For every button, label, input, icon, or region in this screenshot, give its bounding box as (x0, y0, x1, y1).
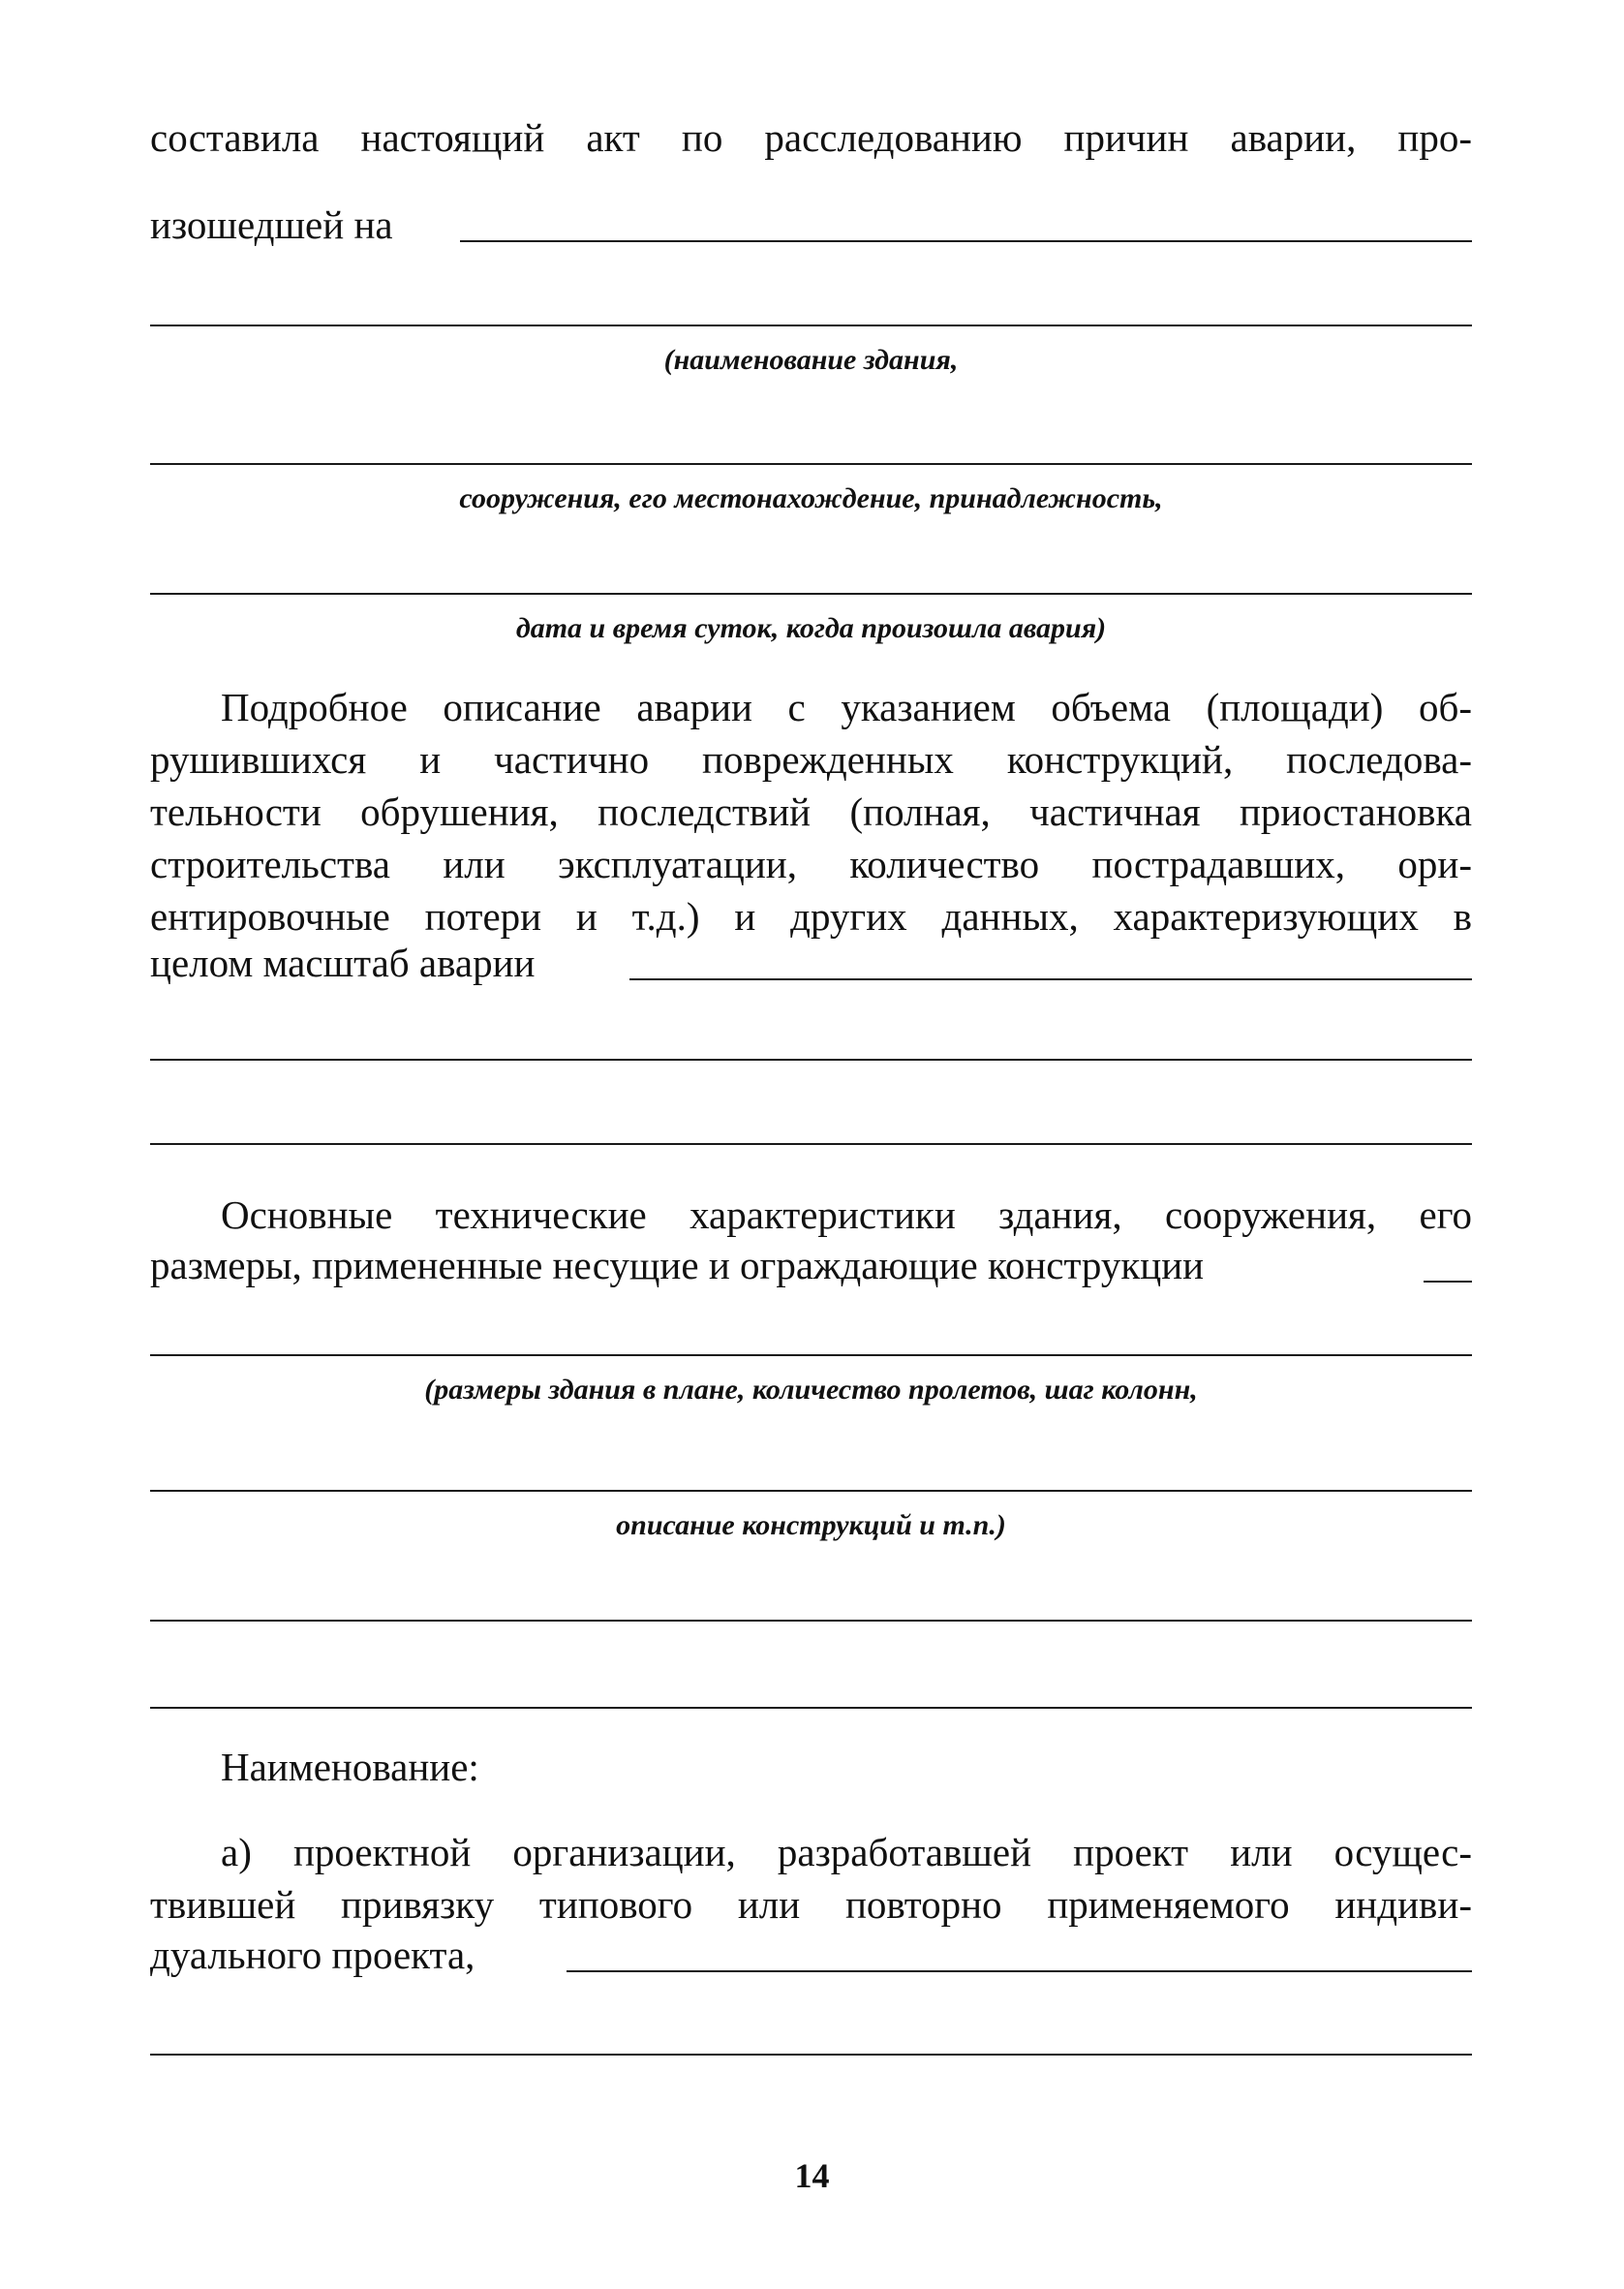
blank-line-1[interactable] (150, 325, 1472, 326)
blank-line-8[interactable] (150, 1620, 1472, 1622)
blank-field-location[interactable] (460, 240, 1472, 242)
intro-line-1: составила настоящий акт по расследованию причин аварии, про- (150, 115, 1472, 160)
description-line-1: Подробное описание аварии с указанием объема (площади) об- (221, 685, 1472, 729)
characteristics-line-2: размеры, примененные несущие и ограждающие конструкции (150, 1243, 1205, 1287)
blank-line-3[interactable] (150, 593, 1472, 595)
blank-line-10[interactable] (150, 2054, 1472, 2056)
blank-line-9[interactable] (150, 1707, 1472, 1709)
blank-line-4[interactable] (150, 1059, 1472, 1061)
blank-line-7[interactable] (150, 1490, 1472, 1492)
description-line-6: целом масштаб аварии (150, 941, 536, 985)
characteristics-line-1: Основные технические характеристики здания, сооружения, его (221, 1192, 1472, 1237)
blank-line-6[interactable] (150, 1354, 1472, 1356)
description-line-3: тельности обрушения, последствий (полная, частичная приостановка (150, 789, 1472, 834)
blank-field-scale[interactable] (629, 978, 1472, 980)
caption-date-time: дата и время суток, когда произошла авария) (515, 612, 1107, 644)
page-number: 14 (794, 2156, 830, 2195)
caption-structures-description: описание конструкций и т.п.) (616, 1509, 1006, 1541)
blank-line-2[interactable] (150, 463, 1472, 465)
naming-line-2: твившей привязку типового или повторно применяемого индиви- (150, 1882, 1472, 1927)
naming-heading: Наименование: (221, 1745, 479, 1789)
caption-building-name: (наименование здания, (663, 344, 959, 376)
caption-structure-location: сооружения, его местонахождение, принадлежность, (459, 482, 1163, 514)
blank-line-5[interactable] (150, 1143, 1472, 1145)
naming-line-1: а) проектной организации, разработавшей проект или осущес- (221, 1830, 1472, 1874)
description-line-5: ентировочные потери и т.д.) и других данных, характеризующих в (150, 894, 1472, 939)
naming-line-3: дуального проекта, (150, 1933, 475, 1977)
blank-field-design-org[interactable] (567, 1970, 1472, 1972)
description-line-2: рушившихся и частично поврежденных конструкций, последова- (150, 737, 1472, 782)
blank-field-structures[interactable] (1424, 1281, 1472, 1283)
intro-line-2: изошедшей на (150, 202, 393, 247)
caption-building-dimensions: (размеры здания в плане, количество пролетов, шаг колонн, (424, 1374, 1198, 1406)
description-line-4: строительства или эксплуатации, количество пострадавших, ори- (150, 842, 1472, 886)
